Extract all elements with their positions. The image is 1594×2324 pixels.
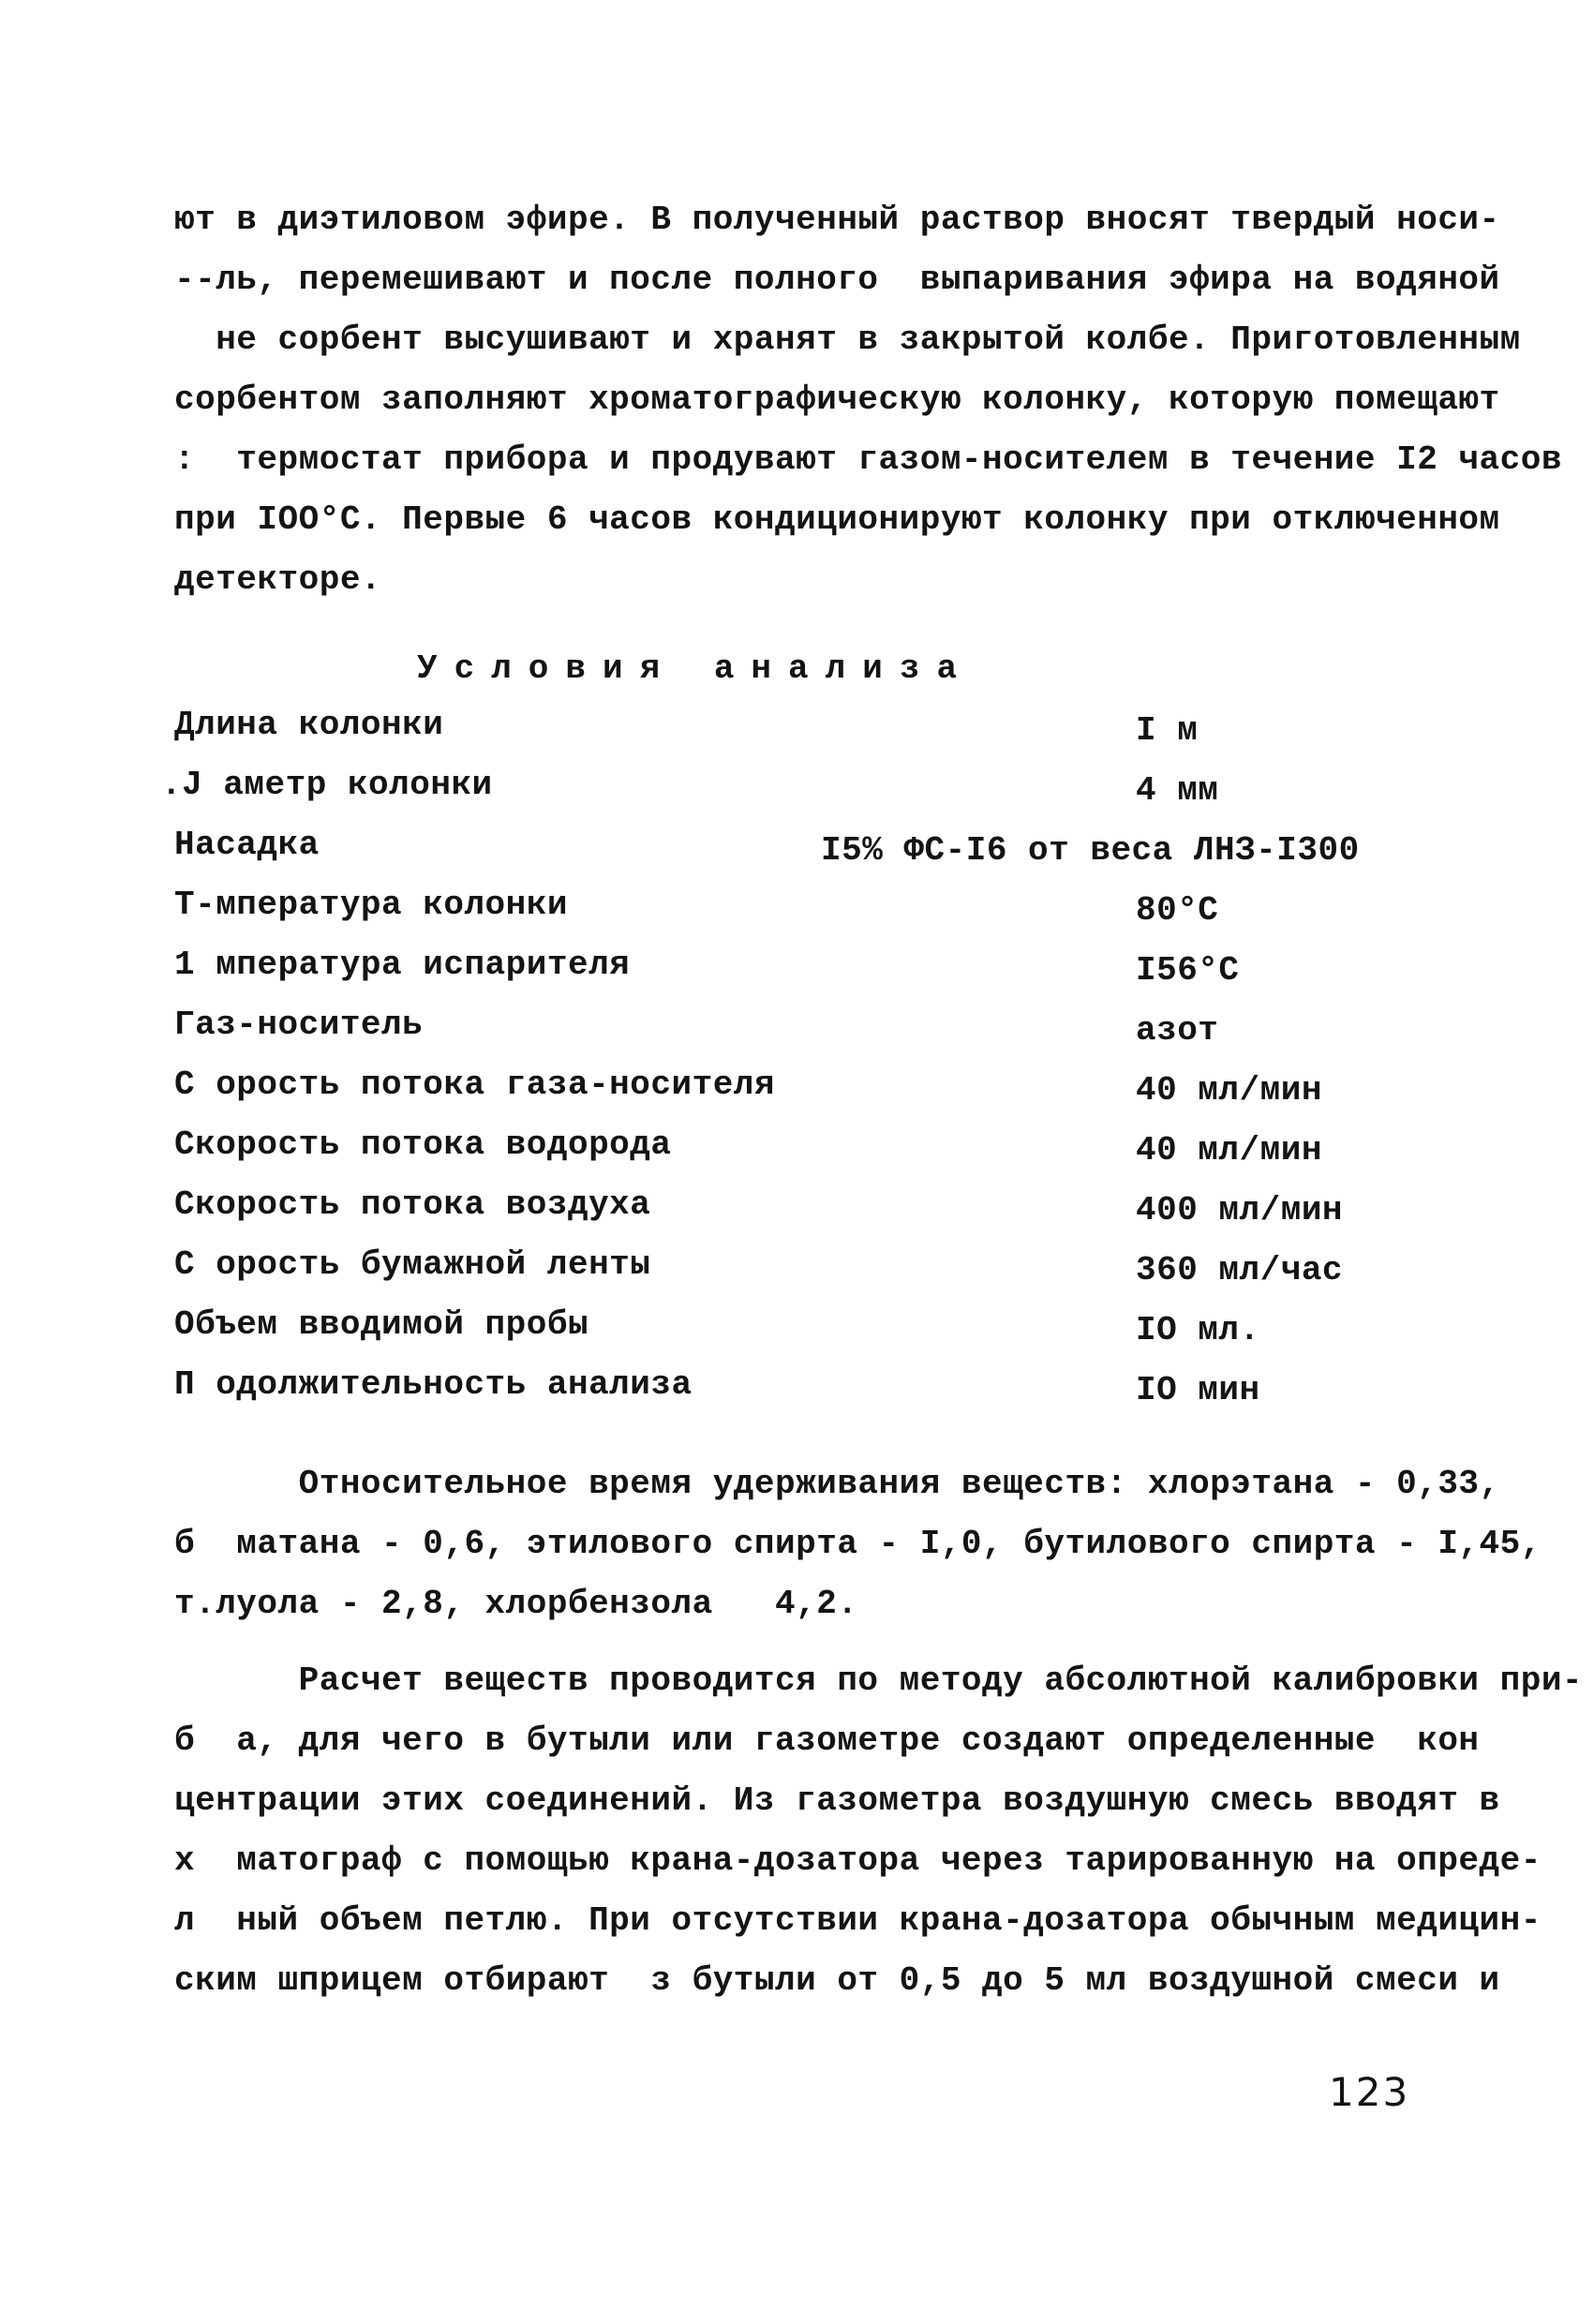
paragraph-3-line-2: б а, для чего в бутыли или газометре создают определенные кон	[174, 1721, 1480, 1760]
condition-label: .J аметр колонки	[161, 766, 493, 804]
paragraph-1-line-2: --ль, перемешивают и после полного выпаривания эфира на водяной	[174, 261, 1500, 299]
paragraph-3-line-3: центрации этих соединений. Из газометра воздушную смесь вводят в	[174, 1781, 1500, 1820]
paragraph-1-line-7: детекторе.	[174, 560, 382, 599]
condition-label: С орость бумажной ленты	[174, 1245, 651, 1284]
condition-label: 1 мпература испарителя	[174, 946, 631, 984]
condition-label: Объем вводимой пробы	[174, 1305, 589, 1344]
condition-value: 4 мм	[1136, 771, 1219, 810]
page-number: 123	[1329, 2069, 1410, 2115]
condition-label: Скорость потока водорода	[174, 1125, 672, 1164]
paragraph-2-line-3: т.луола - 2,8, хлорбензола 4,2.	[174, 1585, 858, 1623]
condition-value: 80°С	[1136, 891, 1219, 930]
conditions-heading: Условия анализа	[417, 649, 975, 688]
paragraph-1-line-1: ют в диэтиловом эфире. В полученный раствор вносят твердый носи-	[174, 201, 1500, 239]
paragraph-2-line-2: б матана - 0,6, этилового спирта - I,0, бутилового спирта - I,45,	[174, 1525, 1542, 1563]
paragraph-2-line-1: Относительное время удерживания веществ: хлорэтана - 0,33,	[174, 1465, 1500, 1503]
condition-value: I56°С	[1136, 951, 1240, 990]
condition-value: 40 мл/мин	[1136, 1071, 1322, 1110]
condition-value: IO мин	[1136, 1371, 1260, 1409]
condition-label: П одолжительность анализа	[174, 1365, 693, 1404]
condition-label: Длина колонки	[174, 706, 444, 744]
condition-label: Насадка	[174, 826, 320, 864]
paragraph-3-line-5: л ный объем петлю. При отсутствии крана-дозатора обычным медицин-	[174, 1901, 1542, 1940]
paragraph-1-line-6: при IOO°С. Первые 6 часов кондиционируют колонку при отключенном	[174, 500, 1500, 539]
condition-label: Газ-носитель	[174, 1006, 424, 1044]
paragraph-3-line-4: х матограф с помощью крана-дозатора через тарированную на опреде-	[174, 1841, 1542, 1880]
paragraph-1-line-5: : термостат прибора и продувают газом-носителем в течение I2 часов	[174, 440, 1562, 479]
condition-value: I5% ФС-I6 от веса ЛНЗ-I300	[821, 831, 1360, 870]
paragraph-3-line-1: Расчет веществ проводится по методу абсолютной калибровки при-	[174, 1661, 1584, 1700]
condition-label: Т-мпература колонки	[174, 886, 568, 924]
condition-value: 40 мл/мин	[1136, 1131, 1322, 1169]
condition-label: Скорость потока воздуха	[174, 1185, 651, 1224]
paragraph-3-line-6: ским шприцем отбирают з бутыли от 0,5 до 5 мл воздушной смеси и	[174, 1961, 1500, 2000]
condition-label: С орость потока газа-носителя	[174, 1065, 776, 1104]
condition-value: IO мл.	[1136, 1311, 1260, 1349]
condition-value: 400 мл/мин	[1136, 1191, 1344, 1229]
condition-value: I м	[1136, 711, 1199, 750]
condition-value: 360 мл/час	[1136, 1251, 1344, 1289]
condition-value: азот	[1136, 1011, 1219, 1050]
paragraph-1-line-3: не сорбент высушивают и хранят в закрытой колбе. Приготовленным	[174, 320, 1521, 359]
paragraph-1-line-4: сорбентом заполняют хроматографическую колонку, которую помещают	[174, 380, 1500, 419]
